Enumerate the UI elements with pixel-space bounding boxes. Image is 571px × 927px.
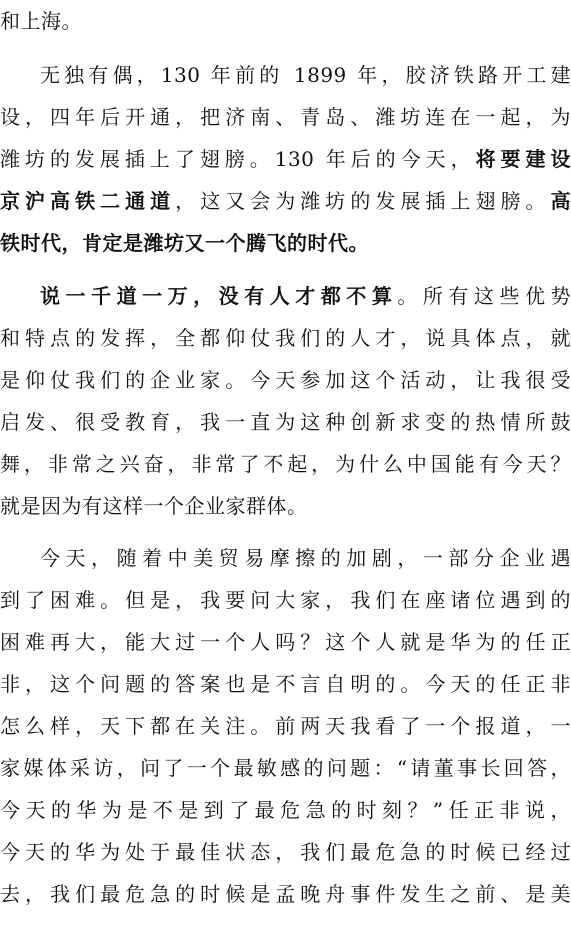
text-line: [0, 138, 571, 180]
text-line: [0, 96, 571, 138]
bold-text-run: 京沪高铁二通道: [0, 189, 176, 213]
bold-text-run: 将要建设: [475, 147, 571, 171]
text-line: [0, 705, 571, 747]
text-line: [0, 180, 571, 222]
text-run: 无独有偶，130 年前的 1899 年，胶济铁路开工建: [40, 63, 571, 87]
text-line: [0, 317, 571, 359]
text-run: 今天，随着中美贸易摩擦的加剧，一部分企业遇: [40, 546, 571, 570]
text-line: [0, 0, 571, 42]
text-line: [0, 275, 571, 317]
text-run: 去，我们最危急的时候是孟晚舟事件发生之前、是美: [0, 882, 571, 906]
text-line: [0, 789, 571, 831]
text-run: 今天的华为是不是到了最危急的时刻？”任正非说，: [0, 798, 571, 822]
text-run: 设，四年后开通，把济南、青岛、潍坊连在一起，为: [0, 105, 571, 129]
text-line: [0, 579, 571, 621]
text-run: 是仰仗我们的企业家。今天参加这个活动，让我很受: [0, 368, 571, 392]
text-run: 舞，非常之兴奋，非常了不起，为什么中国能有今天？: [0, 452, 571, 476]
text-line: [0, 747, 571, 789]
text-run: 家媒体采访，问了一个最敏感的问题：“请董事长回答，: [0, 756, 571, 780]
text-line: [0, 621, 571, 663]
text-run: 就是因为有这样一个企业家群体。: [0, 494, 308, 518]
text-line: [0, 443, 571, 485]
bold-text-run: 说一千道一万，没有人才都不算: [40, 284, 398, 308]
bold-text-run: 铁时代，肯定是潍坊又一个腾飞的时代。: [0, 231, 369, 255]
text-run: 到了困难。但是，我要问大家，我们在座诸位遇到的: [0, 588, 571, 612]
text-line: [0, 873, 571, 915]
text-line: [0, 401, 571, 443]
text-run: 潍坊的发展插上了翅膀。130 年后的今天，: [0, 147, 476, 171]
text-line: [0, 485, 571, 527]
text-line: [0, 537, 571, 579]
text-run: 怎么样，天下都在关注。前两天我看了一个报道，一: [0, 714, 571, 738]
bold-text-run: 高: [550, 189, 571, 213]
text-run: 和特点的发挥，全都仰仗我们的人才，说具体点，就: [0, 326, 571, 350]
text-line: [0, 54, 571, 96]
text-run: 今天的华为处于最佳状态，我们最危急的时候已经过: [0, 840, 571, 864]
text-run: 启发、很受教育，我一直为这种创新求变的热情所鼓: [0, 410, 571, 434]
text-run: 困难再大，能大过一个人吗？这个人就是华为的任正: [0, 630, 571, 654]
text-line: [0, 831, 571, 873]
text-line: [0, 359, 571, 401]
text-run: 非，这个问题的答案也是不言自明的。今天的任正非: [0, 672, 571, 696]
text-line: [0, 222, 571, 264]
text-run: 和上海。: [0, 9, 82, 33]
text-line: [0, 663, 571, 705]
text-run: 。所有这些优势: [397, 284, 571, 308]
text-run: ，这又会为潍坊的发展插上翅膀。: [175, 189, 551, 213]
